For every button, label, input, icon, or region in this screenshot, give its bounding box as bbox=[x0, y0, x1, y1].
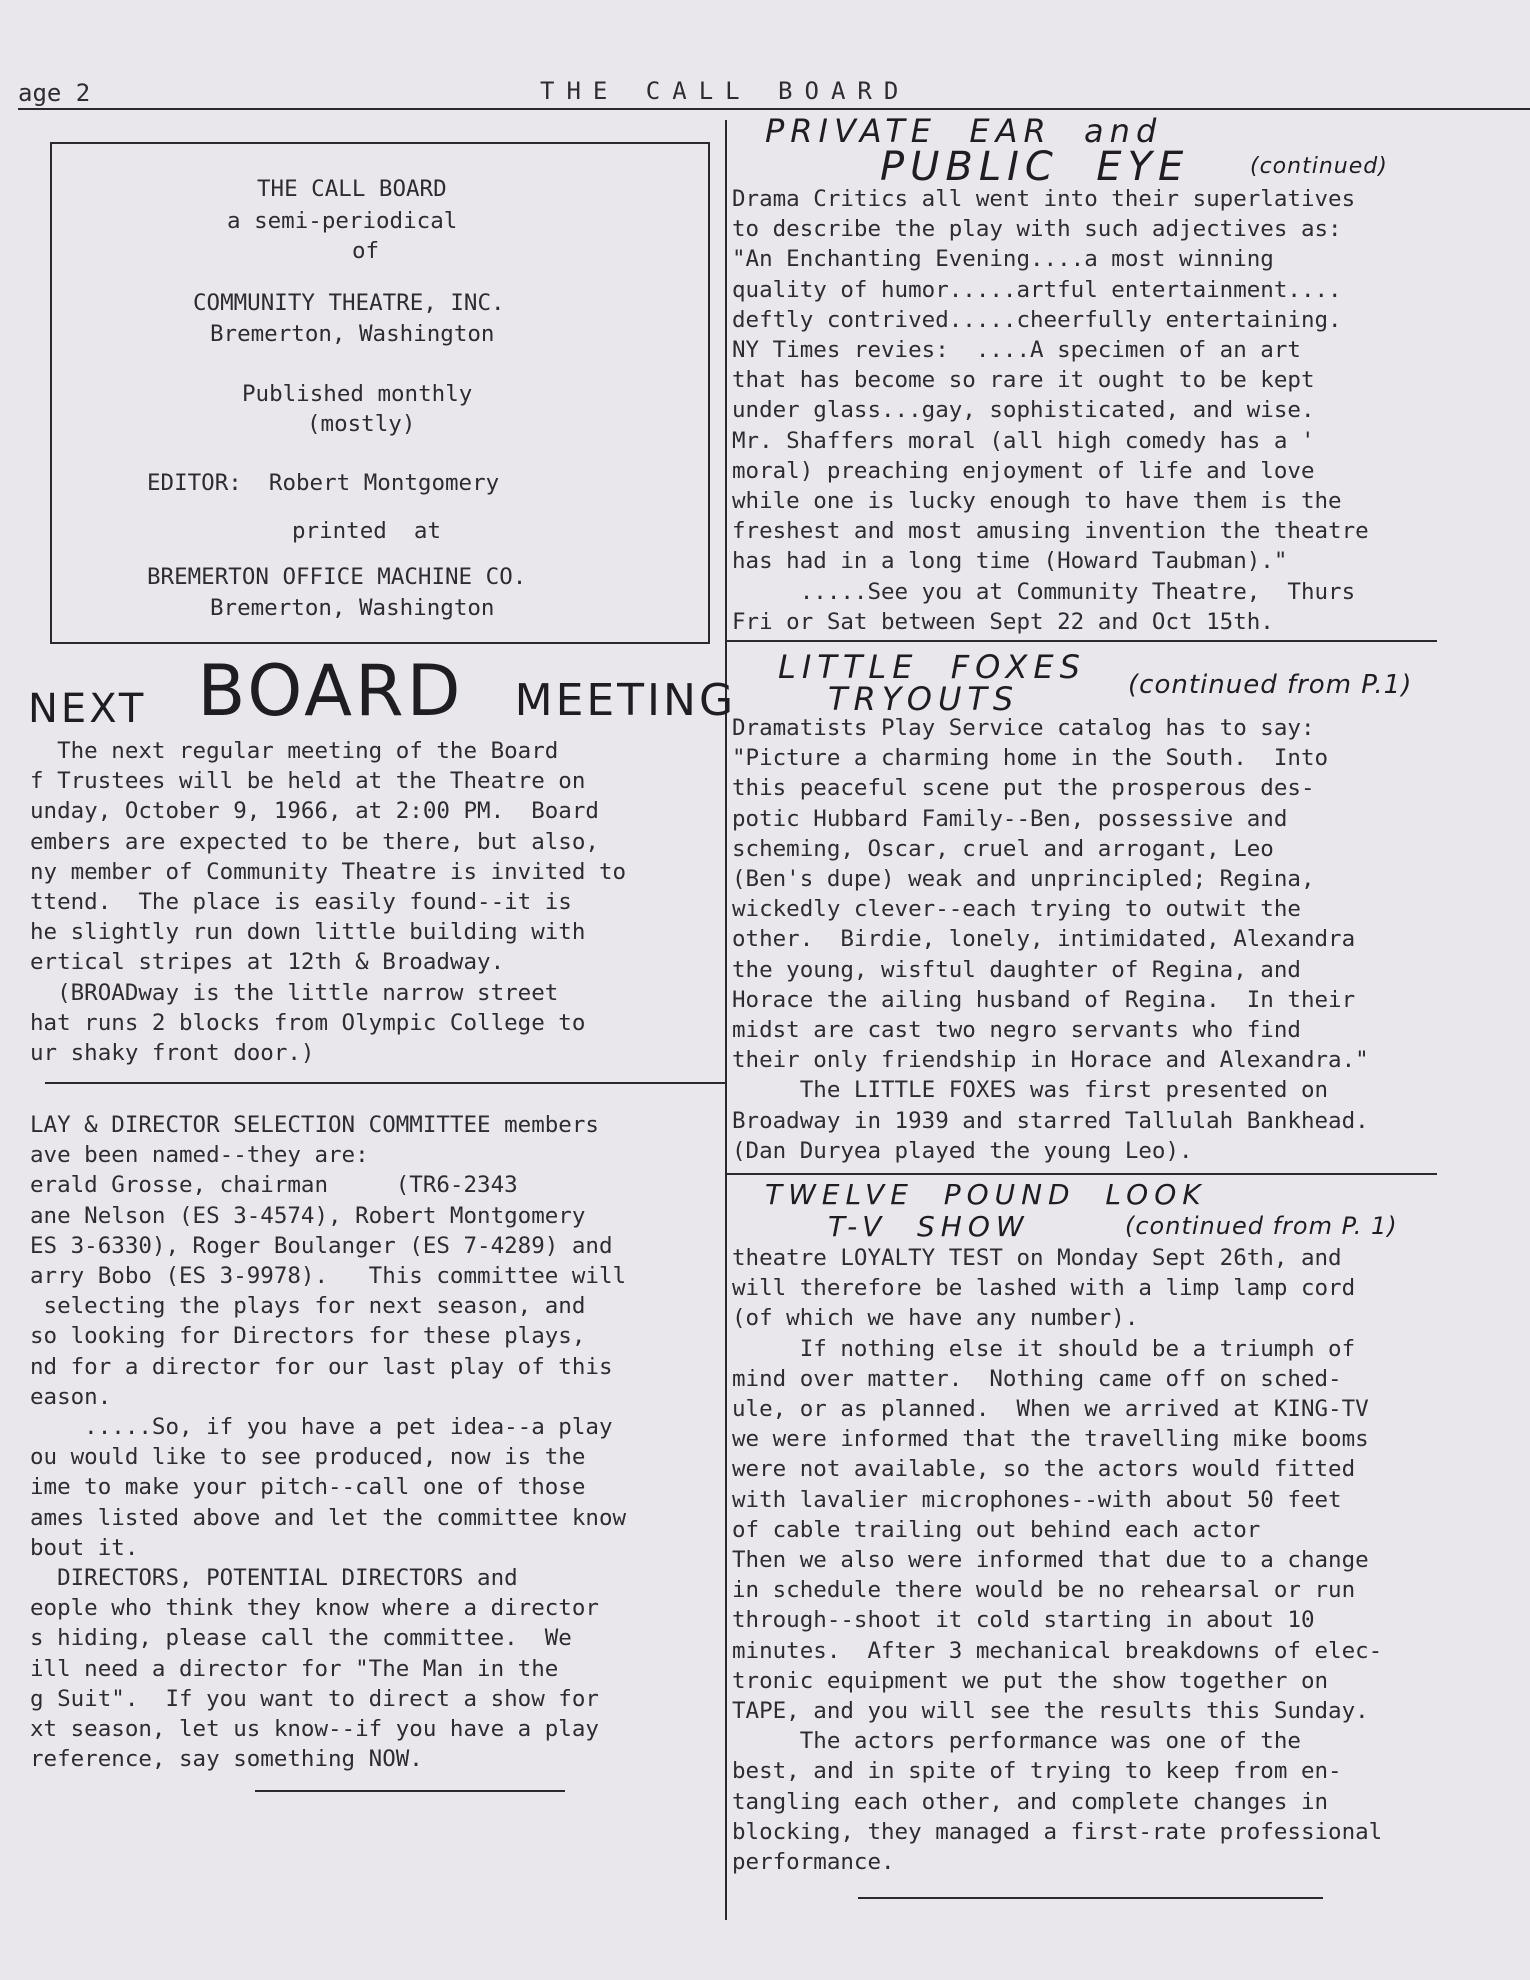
text-line: ur shaky front door.) bbox=[30, 1040, 315, 1067]
little-foxes-heading-1: LITTLE FOXES bbox=[778, 648, 1086, 686]
text-line: (of which we have any number). bbox=[732, 1305, 1139, 1332]
section-end-rule bbox=[858, 1897, 1323, 1899]
little-foxes-body bbox=[732, 713, 1527, 1166]
header-rule bbox=[18, 108, 1530, 110]
text-line: of cable trailing out behind each actor bbox=[732, 1516, 1261, 1543]
text-line: with lavalier microphones--with about 50 feet bbox=[732, 1486, 1342, 1513]
text-line: selecting the plays for next season, and bbox=[30, 1293, 586, 1320]
twelve-pound-heading-1: TWELVE POUND LOOK bbox=[765, 1178, 1207, 1211]
text-line: ave been named--they are: bbox=[30, 1142, 369, 1169]
masthead-line: THE CALL BOARD bbox=[257, 176, 447, 202]
text-line: so looking for Directors for these plays, bbox=[30, 1323, 586, 1350]
text-line: blocking, they managed a first-rate professional bbox=[732, 1818, 1383, 1845]
text-line: If nothing else it should be a triumph of bbox=[732, 1335, 1356, 1362]
heading-meeting: MEETING bbox=[514, 675, 737, 726]
text-line: Dramatists Play Service catalog has to say: bbox=[732, 715, 1315, 741]
text-line: hat runs 2 blocks from Olympic College to bbox=[30, 1009, 586, 1036]
text-line: Fri or Sat between Sept 22 and Oct 15th. bbox=[732, 608, 1274, 635]
text-line: .....See you at Community Theatre, Thurs bbox=[732, 578, 1356, 605]
text-line: "An Enchanting Evening....a most winning bbox=[732, 246, 1274, 273]
masthead-line: (mostly) bbox=[307, 411, 416, 437]
text-line: this peaceful scene put the prosperous des- bbox=[732, 775, 1315, 802]
text-line: quality of humor.....artful entertainment.... bbox=[732, 276, 1342, 303]
text-line: ertical stripes at 12th & Broadway. bbox=[30, 949, 505, 976]
private-ear-heading-note: (continued) bbox=[1250, 154, 1388, 179]
text-line: (Ben's dupe) weak and unprincipled; Regina, bbox=[732, 866, 1315, 893]
text-line: Broadway in 1939 and starred Tallulah Bankhead. bbox=[732, 1107, 1369, 1134]
text-line: the young, wisftul daughter of Regina, and bbox=[732, 956, 1301, 983]
private-ear-heading-1: PRIVATE EAR and bbox=[765, 112, 1163, 150]
text-line: that has become so rare it ought to be kept bbox=[732, 367, 1315, 394]
masthead-line: Published monthly bbox=[242, 381, 473, 407]
text-line: Then we also were informed that due to a change bbox=[732, 1547, 1369, 1574]
text-line: unday, October 9, 1966, at 2:00 PM. Board bbox=[30, 798, 599, 825]
heading-next: NEXT bbox=[28, 686, 147, 732]
text-line: deftly contrived.....cheerfully entertaining. bbox=[732, 306, 1342, 333]
text-line: will therefore be lashed with a limp lamp cord bbox=[732, 1275, 1356, 1302]
text-line: while one is lucky enough to have them is the bbox=[732, 488, 1342, 515]
text-line: embers are expected to be there, but also, bbox=[30, 828, 599, 855]
text-line: erald Grosse, chairman (TR6-2343 bbox=[30, 1172, 518, 1199]
text-line: reference, say something NOW. bbox=[30, 1746, 423, 1773]
text-line: DIRECTORS, POTENTIAL DIRECTORS and bbox=[30, 1565, 518, 1592]
text-line: ou would like to see produced, now is the bbox=[30, 1444, 586, 1471]
little-foxes-heading-note: (continued from P.1) bbox=[1128, 670, 1413, 700]
board-meeting-heading bbox=[28, 650, 736, 740]
text-line: we were informed that the travelling mike booms bbox=[732, 1426, 1369, 1453]
text-line: ule, or as planned. When we arrived at KING-TV bbox=[732, 1396, 1369, 1423]
text-line: theatre LOYALTY TEST on Monday Sept 26th, and bbox=[732, 1245, 1342, 1271]
masthead-box bbox=[50, 142, 710, 644]
text-line: eople who think they know where a director bbox=[30, 1595, 599, 1622]
heading-board: BOARD bbox=[197, 650, 464, 732]
text-line: ES 3-6330), Roger Boulanger (ES 7-4289) and bbox=[30, 1232, 613, 1259]
text-line: under glass...gay, sophisticated, and wise. bbox=[732, 397, 1315, 424]
text-line: were not available, so the actors would fitted bbox=[732, 1456, 1356, 1483]
text-line: (Dan Duryea played the young Leo). bbox=[732, 1137, 1193, 1164]
text-line: potic Hubbard Family--Ben, possessive and bbox=[732, 805, 1288, 832]
text-line: to describe the play with such adjectives as: bbox=[732, 216, 1342, 243]
masthead-line: BREMERTON OFFICE MACHINE CO. bbox=[147, 564, 527, 590]
text-line: performance. bbox=[732, 1849, 895, 1876]
text-line: ttend. The place is easily found--it is bbox=[30, 889, 572, 916]
text-line: moral) preaching enjoyment of life and love bbox=[732, 457, 1315, 484]
text-line: ane Nelson (ES 3-4574), Robert Montgomery bbox=[30, 1202, 586, 1229]
section-rule bbox=[727, 1173, 1437, 1175]
masthead-line: printed at bbox=[292, 518, 442, 544]
text-line: The LITTLE FOXES was first presented on bbox=[732, 1077, 1329, 1104]
private-ear-body bbox=[732, 184, 1527, 637]
committee-body bbox=[30, 1110, 725, 1774]
board-meeting-body bbox=[30, 736, 720, 1068]
text-line: g Suit". If you want to direct a show for bbox=[30, 1685, 599, 1712]
text-line: wickedly clever--each trying to outwit the bbox=[732, 896, 1301, 923]
text-line: "Picture a charming home in the South. Into bbox=[732, 745, 1329, 772]
text-line: bout it. bbox=[30, 1534, 139, 1561]
text-line: has had in a long time (Howard Taubman)." bbox=[732, 548, 1288, 575]
text-line: .....So, if you have a pet idea--a play bbox=[30, 1414, 613, 1441]
text-line: tangling each other, and complete changes in bbox=[732, 1788, 1329, 1815]
text-line: best, and in spite of trying to keep from en- bbox=[732, 1758, 1342, 1785]
text-line: through--shoot it cold starting in about 10 bbox=[732, 1607, 1315, 1634]
text-line: midst are cast two negro servants who find bbox=[732, 1017, 1301, 1044]
little-foxes-heading-2: TRYOUTS bbox=[828, 680, 1020, 718]
text-line: scheming, Oscar, cruel and arrogant, Leo bbox=[732, 835, 1274, 862]
text-line: xt season, let us know--if you have a play bbox=[30, 1716, 599, 1743]
text-line: in schedule there would be no rehearsal or run bbox=[732, 1577, 1356, 1604]
section-end-rule bbox=[255, 1790, 565, 1792]
text-line: other. Birdie, lonely, intimidated, Alexandra bbox=[732, 926, 1356, 953]
text-line: minutes. After 3 mechanical breakdowns of elec- bbox=[732, 1637, 1383, 1664]
twelve-pound-heading-note: (continued from P. 1) bbox=[1125, 1212, 1398, 1240]
section-rule bbox=[45, 1082, 725, 1084]
text-line: their only friendship in Horace and Alexandra." bbox=[732, 1047, 1369, 1074]
text-line: nd for a director for our last play of this bbox=[30, 1353, 613, 1380]
text-line: he slightly run down little building with bbox=[30, 919, 586, 946]
text-line: Drama Critics all went into their superlatives bbox=[732, 186, 1356, 212]
text-line: TAPE, and you will see the results this Sunday. bbox=[732, 1698, 1369, 1725]
newsletter-title: THE CALL BOARD bbox=[540, 77, 911, 105]
text-line: mind over matter. Nothing came off on sched- bbox=[732, 1365, 1342, 1392]
text-line: f Trustees will be held at the Theatre on bbox=[30, 768, 586, 795]
text-line: ime to make your pitch--call one of those bbox=[30, 1474, 586, 1501]
text-line: tronic equipment we put the show together on bbox=[732, 1667, 1329, 1694]
text-line: ames listed above and let the committee know bbox=[30, 1504, 627, 1531]
text-line: LAY & DIRECTOR SELECTION COMMITTEE members bbox=[30, 1112, 599, 1138]
text-line: (BROADway is the little narrow street bbox=[30, 979, 559, 1006]
text-line: ill need a director for "The Man in the bbox=[30, 1655, 559, 1682]
text-line: eason. bbox=[30, 1383, 112, 1410]
text-line: arry Bobo (ES 3-9978). This committee will bbox=[30, 1263, 627, 1290]
column-divider bbox=[725, 120, 727, 1920]
masthead-line: Bremerton, Washington bbox=[210, 321, 495, 347]
text-line: s hiding, please call the committee. We bbox=[30, 1625, 572, 1652]
text-line: Mr. Shaffers moral (all high comedy has a ' bbox=[732, 427, 1315, 454]
text-line: The actors performance was one of the bbox=[732, 1728, 1301, 1755]
text-line: ny member of Community Theatre is invited to bbox=[30, 858, 627, 885]
text-line: freshest and most amusing invention the theatre bbox=[732, 518, 1369, 545]
twelve-pound-heading-2: T-V SHOW bbox=[828, 1210, 1030, 1243]
masthead-line: of bbox=[352, 238, 380, 264]
masthead-line: EDITOR: Robert Montgomery bbox=[147, 470, 500, 496]
twelve-pound-body bbox=[732, 1243, 1527, 1877]
text-line: NY Times revies: ....A specimen of an art bbox=[732, 337, 1301, 364]
section-rule bbox=[727, 640, 1437, 642]
masthead-line: COMMUNITY THEATRE, INC. bbox=[193, 290, 505, 316]
masthead-line: a semi-periodical bbox=[227, 208, 458, 234]
masthead-line: Bremerton, Washington bbox=[210, 595, 495, 621]
text-line: The next regular meeting of the Board bbox=[30, 738, 559, 764]
private-ear-heading-2: PUBLIC EYE bbox=[880, 144, 1190, 190]
text-line: Horace the ailing husband of Regina. In their bbox=[732, 986, 1356, 1013]
page-number: age 2 bbox=[18, 79, 91, 107]
